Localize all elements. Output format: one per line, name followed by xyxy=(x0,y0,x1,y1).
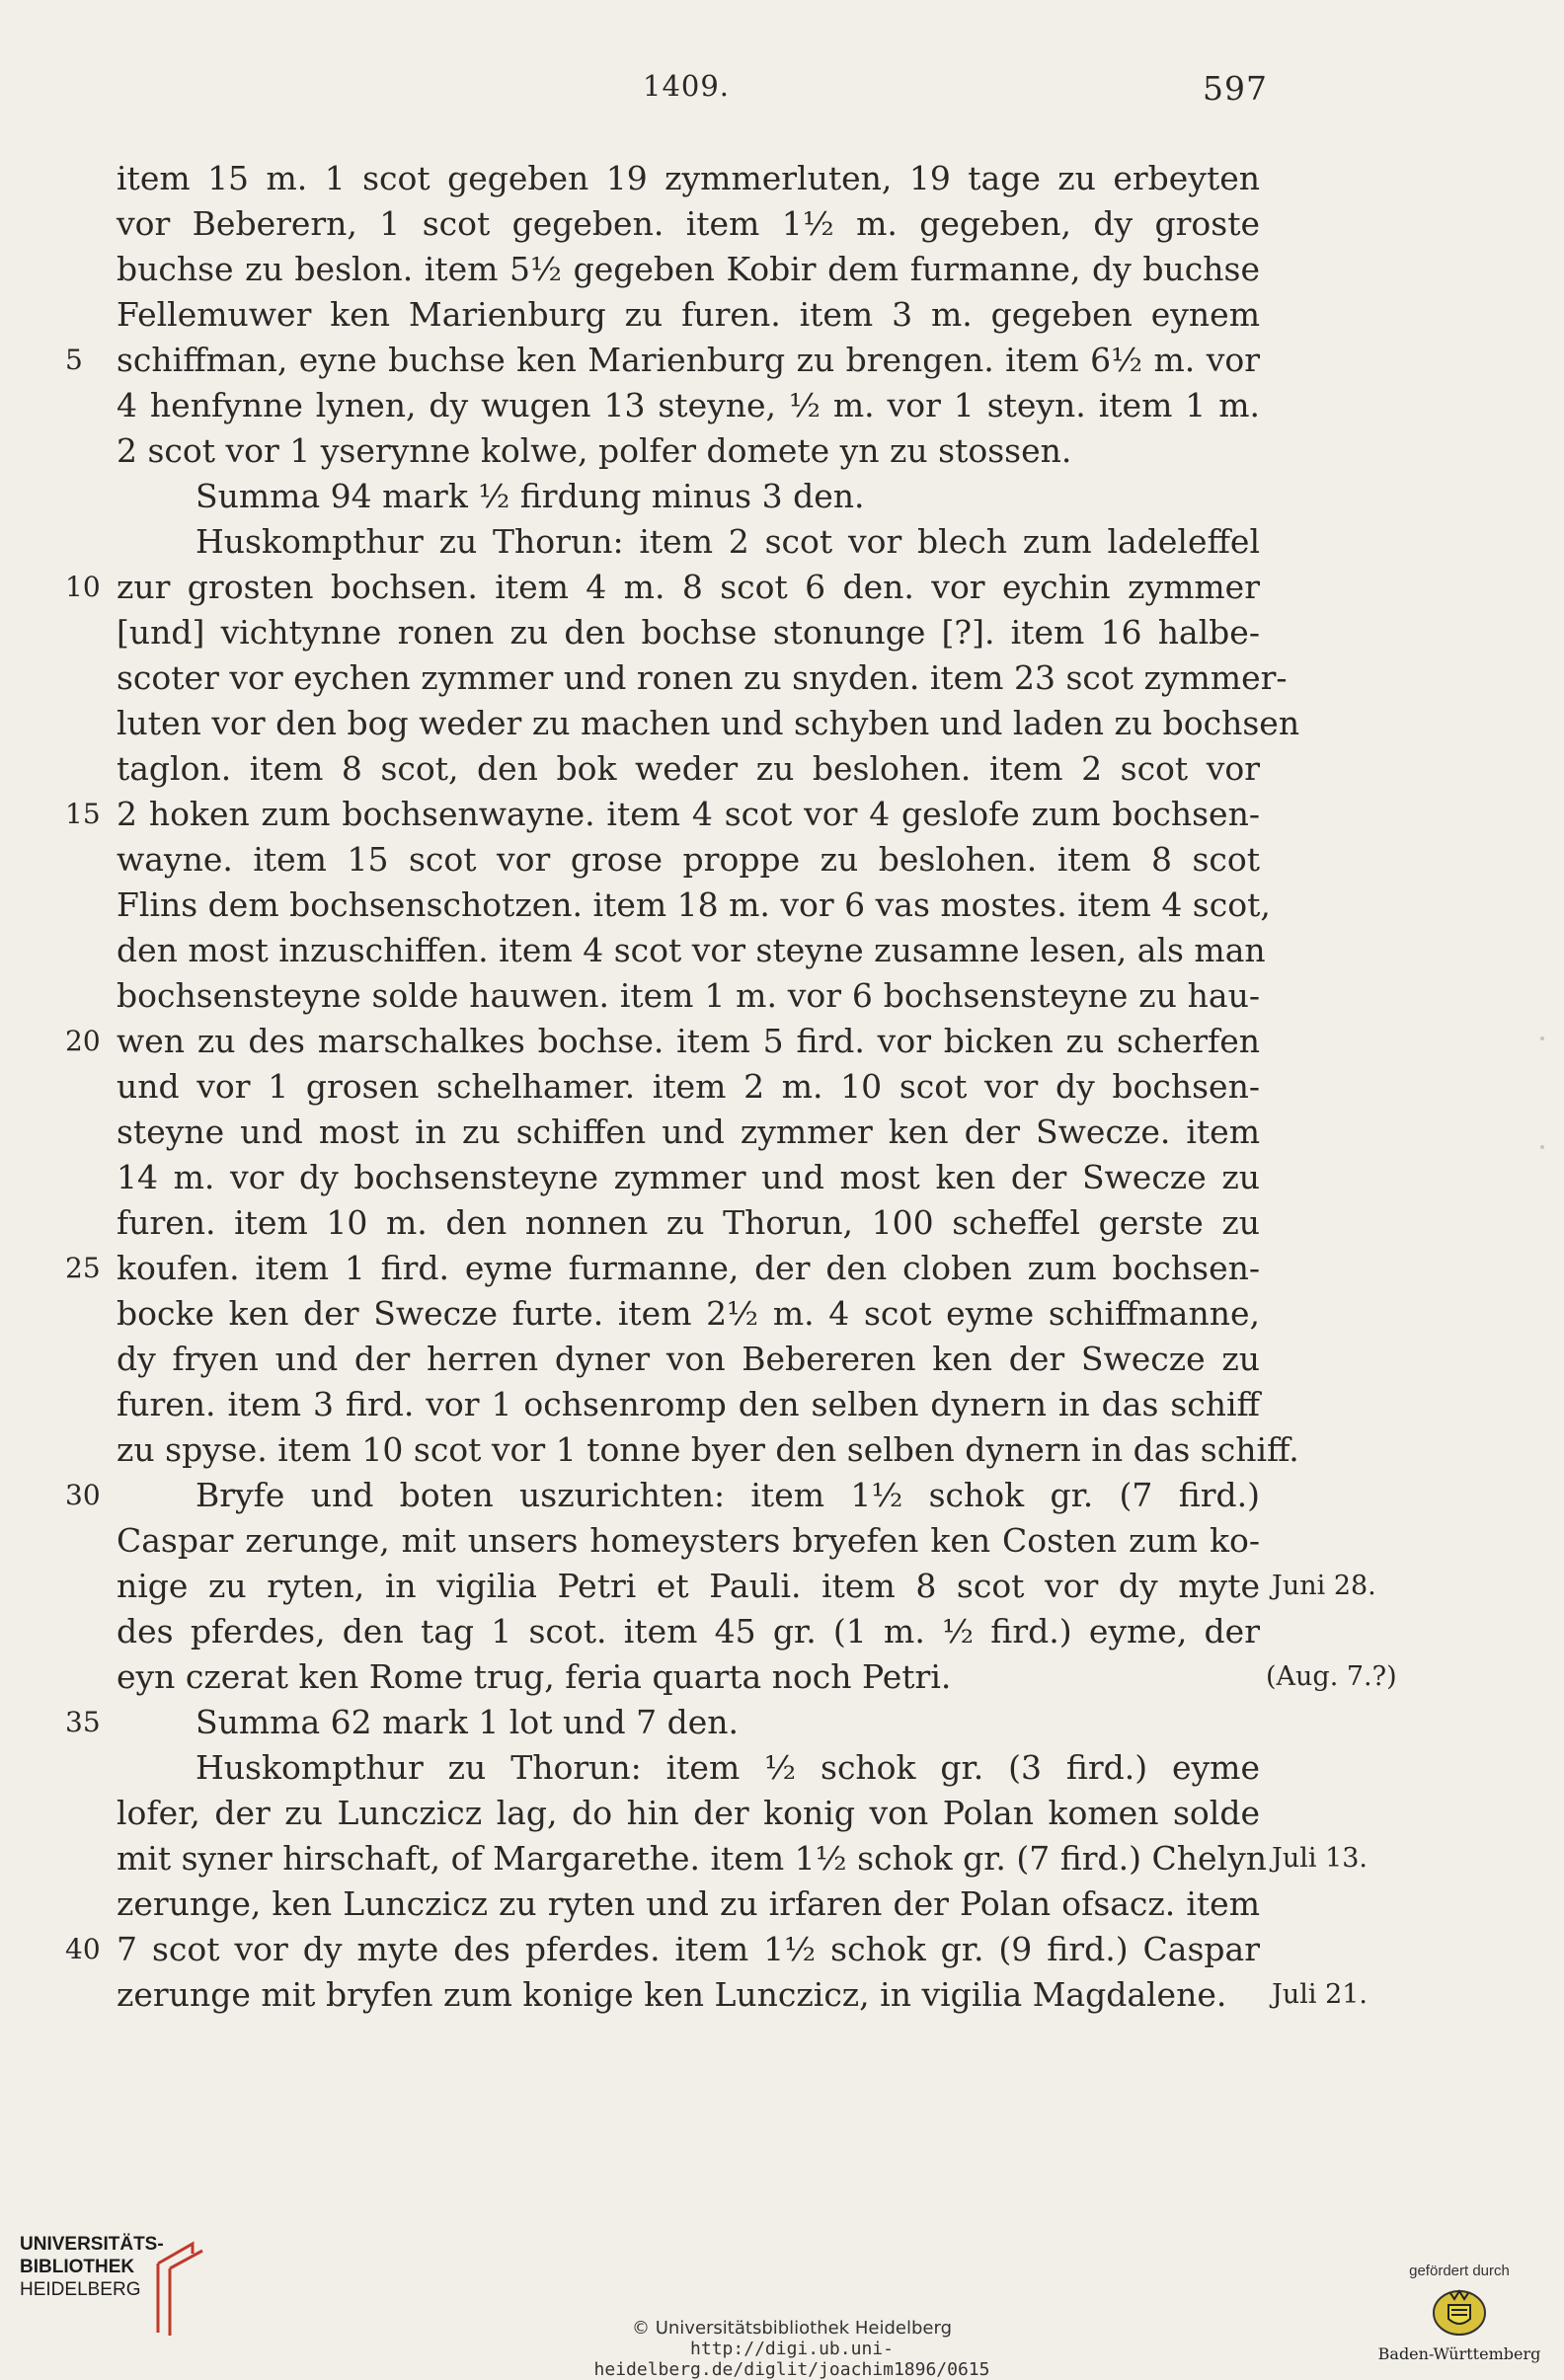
text-line: schiffman, eyne buchse ken Marienburg zu brengen. item 6½ m. vor xyxy=(117,341,1260,379)
library-logo-text xyxy=(20,2233,164,2301)
text-line: steyne und most in zu schiffen und zymmer ken der Swecze. item xyxy=(117,1113,1260,1151)
page-header-year: 1409. xyxy=(643,69,731,103)
text-line: und vor 1 grosen schelhamer. item 2 m. 10 scot vor dy bochsen- xyxy=(117,1067,1260,1106)
edge-mark xyxy=(1540,1036,1544,1040)
funded-by-label: gefördert durch xyxy=(1409,2263,1510,2279)
text-line: 2 scot vor 1 yserynne kolwe, polfer domete yn zu stossen. xyxy=(117,431,1072,470)
text-line: zerunge, ken Lunczicz zu ryten und zu irfaren der Polan ofsacz. item xyxy=(117,1884,1260,1923)
text-line: 2 hoken zum bochsenwayne. item 4 scot vor 4 geslofe zum bochsen- xyxy=(117,795,1260,833)
permalink-url[interactable]: http://digi.ub.uni-heidelberg.de/diglit/joachim1896/0615 xyxy=(593,2339,990,2380)
section-heading-line: Huskompthur zu Thorun: item ½ schok gr. (3 fird.) eyme xyxy=(196,1748,1260,1787)
edge-mark xyxy=(1540,1145,1544,1149)
funding-notice xyxy=(1372,2263,1546,2363)
line-number: 30 xyxy=(65,1479,101,1511)
summa-line: Summa 62 mark 1 lot und 7 den. xyxy=(196,1703,739,1741)
text-line: luten vor den bog weder zu machen und schyben und laden zu bochsen xyxy=(117,704,1300,742)
text-line: zu spyse. item 10 scot vor 1 tonne byer den selben dynern in das schiff. xyxy=(117,1430,1299,1469)
footer-citation xyxy=(496,2318,1088,2380)
library-name-line: UNIVERSITÄTS- xyxy=(20,2234,164,2255)
text-line: Flins dem bochsenschotzen. item 18 m. vor 6 vas mostes. item 4 scot, xyxy=(117,885,1271,924)
text-line: koufen. item 1 fird. eyme furmanne, der den cloben zum bochsen- xyxy=(117,1249,1260,1287)
summa-line: Summa 94 mark ½ firdung minus 3 den. xyxy=(196,477,865,515)
section-heading-line: Huskompthur zu Thorun: item 2 scot vor blech zum ladeleffel xyxy=(196,522,1260,561)
text-line: eyn czerat ken Rome trug, feria quarta noch Petri. xyxy=(117,1657,952,1696)
section-heading-line: Bryfe und boten uszurichten: item 1½ schok gr. (7 fird.) xyxy=(196,1476,1260,1514)
text-line: lofer, der zu Lunczicz lag, do hin der konig von Polan komen solde xyxy=(117,1794,1260,1832)
library-name-line: HEIDELBERG xyxy=(20,2279,141,2300)
margin-date-note: Juli 21. xyxy=(1272,1979,1368,2010)
state-coat-of-arms-icon xyxy=(1429,2285,1490,2337)
text-line: [und] vichtynne ronen zu den bochse stonunge [?]. item 16 halbe- xyxy=(117,613,1260,652)
text-line: mit syner hirschaft, of Margarethe. item 1½ schok gr. (7 fird.) Chelyn xyxy=(117,1839,1268,1878)
margin-date-note: (Aug. 7.?) xyxy=(1266,1661,1397,1692)
text-line: furen. item 3 fird. vor 1 ochsenromp den selben dynern in das schiff xyxy=(117,1385,1260,1423)
line-number: 5 xyxy=(65,344,83,376)
text-line: wayne. item 15 scot vor grose proppe zu beslohen. item 8 scot xyxy=(117,840,1260,879)
text-line: Fellemuwer ken Marienburg zu furen. item 3 m. gegeben eynem xyxy=(117,295,1260,334)
text-line: den most inzuschiffen. item 4 scot vor steyne zusamne lesen, als man xyxy=(117,931,1266,969)
text-line: scoter vor eychen zymmer und ronen zu snyden. item 23 scot zymmer- xyxy=(117,658,1288,697)
line-number: 10 xyxy=(65,571,101,603)
margin-date-note: Juli 13. xyxy=(1272,1843,1368,1874)
text-line: des pferdes, den tag 1 scot. item 45 gr. (1 m. ½ fird.) eyme, der xyxy=(117,1612,1260,1651)
text-line: buchse zu beslon. item 5½ gegeben Kobir dem furmanne, dy buchse xyxy=(117,250,1260,288)
library-logo-icon xyxy=(148,2239,217,2338)
line-number: 25 xyxy=(65,1252,101,1284)
line-number: 40 xyxy=(65,1933,101,1965)
text-line: zerunge mit bryfen zum konige ken Lunczicz, in vigilia Magdalene. xyxy=(117,1975,1227,2014)
line-number: 15 xyxy=(65,798,101,830)
text-line: 14 m. vor dy bochsensteyne zymmer und most ken der Swecze zu xyxy=(117,1158,1260,1196)
text-line: item 15 m. 1 scot gegeben 19 zymmerluten, 19 tage zu erbeyten xyxy=(117,159,1260,197)
text-line: dy fryen und der herren dyner von Bebereren ken der Swecze zu xyxy=(117,1340,1260,1378)
text-line: vor Beberern, 1 scot gegeben. item 1½ m. gegeben, dy groste xyxy=(117,204,1260,243)
text-line: 7 scot vor dy myte des pferdes. item 1½ schok gr. (9 fird.) Caspar xyxy=(117,1930,1260,1968)
line-number: 20 xyxy=(65,1025,101,1057)
text-line: nige zu ryten, in vigilia Petri et Pauli. item 8 scot vor dy myte xyxy=(117,1567,1260,1605)
text-line: furen. item 10 m. den nonnen zu Thorun, 100 scheffel gerste zu xyxy=(117,1203,1260,1242)
text-line: 4 henfynne lynen, dy wugen 13 steyne, ½ m. vor 1 steyn. item 1 m. xyxy=(117,386,1260,424)
text-line: Caspar zerunge, mit unsers homeysters bryefen ken Costen zum ko- xyxy=(117,1521,1260,1560)
text-line: bocke ken der Swecze furte. item 2½ m. 4 scot eyme schiffmanne, xyxy=(117,1294,1260,1333)
page-number: 597 xyxy=(1203,69,1268,108)
text-line: wen zu des marschalkes bochse. item 5 fird. vor bicken zu scherfen xyxy=(117,1022,1260,1060)
text-line: taglon. item 8 scot, den bok weder zu beslohen. item 2 scot vor xyxy=(117,749,1260,788)
text-line: zur grosten bochsen. item 4 m. 8 scot 6 den. vor eychin zymmer xyxy=(117,568,1260,606)
text-line: bochsensteyne solde hauwen. item 1 m. vor 6 bochsensteyne zu hau- xyxy=(117,976,1260,1015)
line-number: 35 xyxy=(65,1706,101,1738)
state-name: Baden-Württemberg xyxy=(1377,2344,1541,2363)
margin-date-note: Juni 28. xyxy=(1272,1571,1376,1601)
copyright-text: © Universitätsbibliothek Heidelberg xyxy=(631,2318,952,2339)
library-name-line: BIBLIOTHEK xyxy=(20,2257,135,2277)
